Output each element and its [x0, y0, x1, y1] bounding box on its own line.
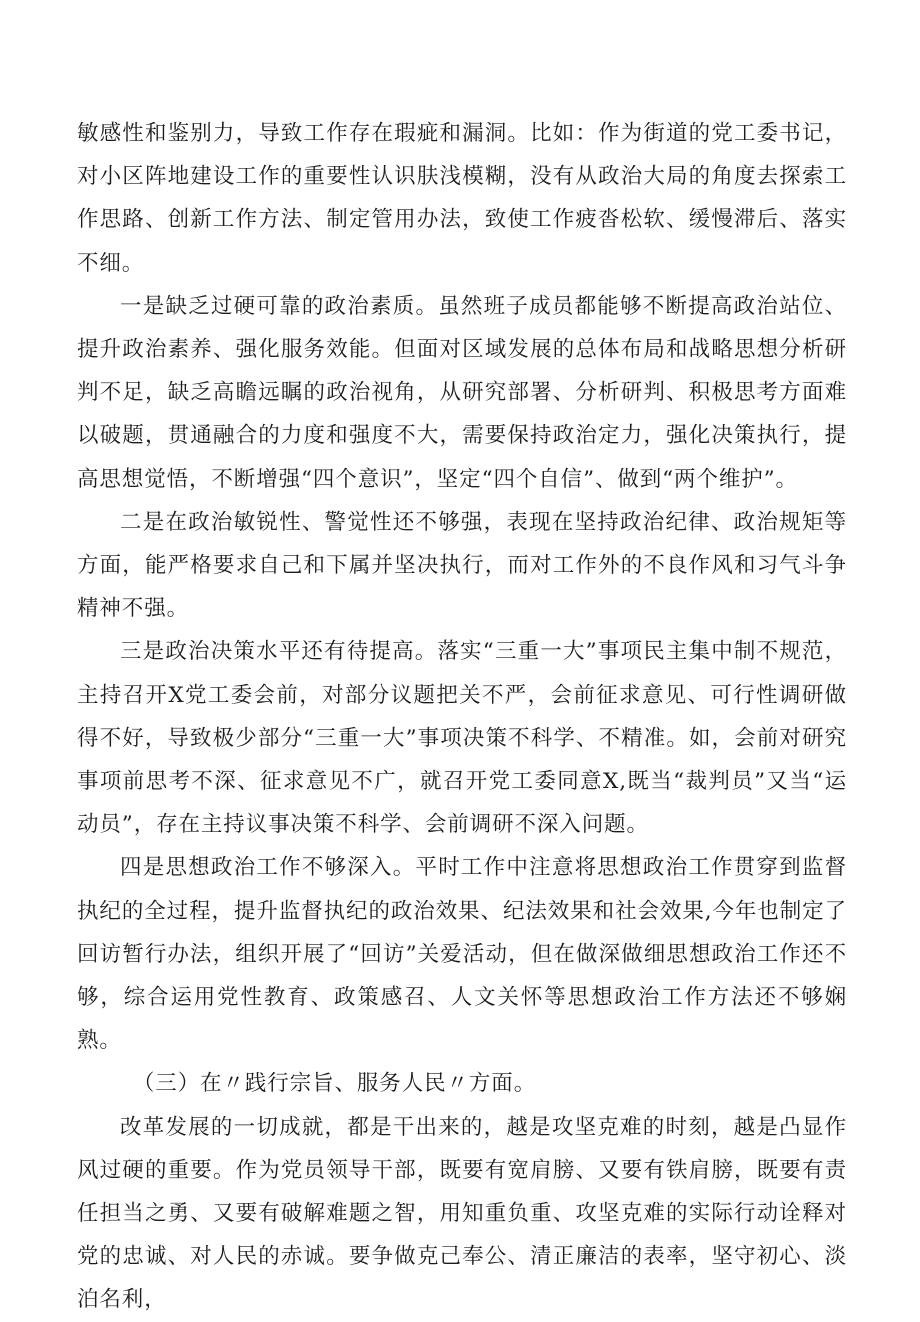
paragraph-section-body: 改革发展的一切成就，都是干出来的，越是攻坚克难的时刻，越是凸显作风过硬的重要。作为党员领导干部，既要有宽肩膀、又要有铁肩膀，既要有责任担当之勇、又要有破解难题之智，用知重负重、攻坚克难的实际行动诠释对党的忠诚、对人民的赤诚。要争做克己奉公、清正廉洁的表率，坚守初心、淡泊名利，: [77, 1114, 847, 1313]
paragraph-point-one: 一是缺乏过硬可靠的政治素质。虽然班子成员都能够不断提高政治站位、提升政治素养、强化服务效能。但面对区域发展的总体布局和战略思想分析研判不足，缺乏高瞻远瞩的政治视角，从研究部署、分析研判、积极思考方面难以破题，贯通融合的力度和强度不大，需要保持政治定力，强化决策执行，提高思想觉悟，不断增强“四个意识”，坚定“四个自信”、做到“两个维护”。: [77, 293, 847, 492]
document-body: [77, 112, 847, 1322]
paragraph-point-two: 二是在政治敏锐性、警觉性还不够强，表现在坚持政治纪律、政治规矩等方面，能严格要求自己和下属并坚决执行，而对工作外的不良作风和习气斗争精神不强。: [77, 509, 847, 622]
section-heading: （三）在〃践行宗旨、服务人民〃方面。: [132, 1071, 537, 1097]
paragraph-point-four: 四是思想政治工作不够深入。平时工作中注意将思想政治工作贯穿到监督执纪的全过程，提升监督执纪的政治效果、纪法效果和社会效果,今年也制定了回访暂行办法，组织开展了“回访”关爱活动，但在做深做细思想政治工作还不够，综合运用党性教育、政策感召、人文关怀等思想政治工作方法还不够娴熟。: [77, 855, 847, 1054]
paragraph-continuation: 敏感性和鉴别力，导致工作存在瑕疵和漏洞。比如：作为街道的党工委书记，对小区阵地建设工作的重要性认识肤浅模糊，没有从政治大局的角度去探索工作思路、创新工作方法、制定管用办法，致使工作疲沓松软、缓慢滞后、落实不细。: [77, 121, 847, 276]
paragraph-point-three: 三是政治决策水平还有待提高。落实“三重一大”事项民主集中制不规范，主持召开X党工委会前，对部分议题把关不严，会前征求意见、可行性调研做得不好，导致极少部分“三重一大”事项决策不科学、不精准。如，会前对研究事项前思考不深、征求意见不广，就召开党工委同意X,既当“裁判员”又当“运动员”，存在主持议事决策不科学、会前调研不深入问题。: [77, 639, 847, 838]
